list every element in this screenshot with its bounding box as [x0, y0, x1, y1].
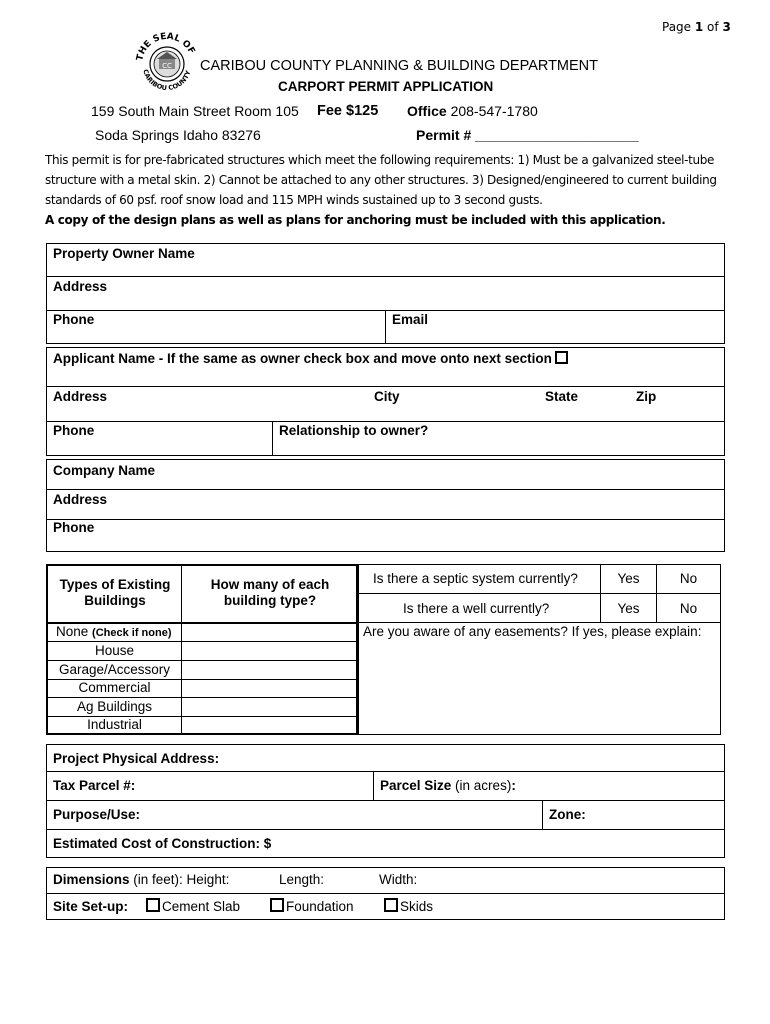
dimensions-label: Dimensions	[53, 872, 130, 887]
office-address-line1: 159 South Main Street Room 105	[91, 103, 299, 119]
building-type-label: None	[56, 624, 89, 639]
divider	[46, 276, 725, 277]
count-cell-garage[interactable]	[182, 661, 357, 679]
owner-phone-field[interactable]: Phone	[53, 312, 95, 327]
well-yes-option[interactable]: Yes	[617, 601, 640, 616]
cement-slab-checkbox[interactable]	[146, 898, 160, 912]
divider	[358, 622, 721, 623]
septic-question: Is there a septic system currently?	[373, 571, 578, 586]
building-row-commercial: Commercial	[78, 680, 151, 695]
divider	[385, 310, 386, 344]
divider	[358, 593, 721, 594]
skids-label: Skids	[400, 899, 434, 914]
cement-slab-label: Cement Slab	[162, 899, 241, 914]
divider	[542, 800, 543, 829]
office-address-line2: Soda Springs Idaho 83276	[95, 127, 261, 143]
divider	[46, 386, 725, 387]
dimensions-length-field[interactable]: Length:	[279, 872, 325, 887]
company-phone-field[interactable]: Phone	[53, 520, 95, 535]
company-address-field[interactable]: Address	[53, 492, 108, 507]
parcel-size-colon: :	[511, 778, 516, 793]
foundation-checkbox[interactable]	[270, 898, 284, 912]
divider	[46, 421, 725, 422]
well-no-option[interactable]: No	[679, 601, 698, 616]
page-indicator	[662, 20, 731, 34]
seal-bottom-text: CARIBOU COUNTY	[141, 68, 193, 93]
seal-top-text: THE SEAL OF	[135, 31, 197, 62]
same-as-owner-checkbox[interactable]	[555, 351, 568, 364]
office-phone-number: 208-547-1780	[446, 103, 538, 119]
count-cell-none[interactable]	[182, 623, 357, 641]
county-seal-icon	[133, 28, 201, 94]
intro-line-2: structure with a metal skin. 2) Cannot be attached to any other structures. 3) Designed/engineered to current building	[45, 173, 717, 187]
divider	[373, 771, 374, 800]
department-name: CARIBOU COUNTY PLANNING & BUILDING DEPARTMENT	[200, 58, 599, 74]
applicant-city-field[interactable]: City	[374, 389, 400, 404]
divider	[46, 771, 725, 772]
relationship-field[interactable]: Relationship to owner?	[279, 423, 429, 438]
building-row-ag: Ag Buildings	[76, 699, 153, 714]
well-question: Is there a well currently?	[403, 601, 550, 616]
applicant-zip-field[interactable]: Zip	[636, 389, 657, 404]
purpose-use-field[interactable]: Purpose/Use:	[53, 807, 141, 822]
building-row-garage: Garage/Accessory	[58, 662, 171, 677]
applicant-name-label: Applicant Name - If the same as owner check box and move onto next section	[53, 351, 552, 366]
count-cell-industrial[interactable]	[182, 717, 357, 734]
dimensions-width-field[interactable]: Width:	[379, 872, 418, 887]
company-name-field[interactable]: Company Name	[53, 463, 156, 478]
none-note: (Check if none)	[92, 627, 172, 639]
divider	[272, 421, 273, 456]
owner-email-field[interactable]: Email	[392, 312, 429, 327]
parcel-size-label: Parcel Size	[380, 778, 452, 793]
count-cell-ag[interactable]	[182, 698, 357, 716]
owner-address-field[interactable]: Address	[53, 279, 108, 294]
tax-parcel-field[interactable]: Tax Parcel #:	[53, 778, 136, 793]
count-header: How many of each building type?	[210, 577, 330, 608]
parcel-size-field[interactable]	[380, 778, 516, 793]
dimensions-unit: (in feet): Height:	[129, 872, 230, 887]
divider	[46, 489, 725, 490]
foundation-label: Foundation	[286, 899, 354, 914]
types-header: Types of Existing Buildings	[59, 577, 171, 608]
zone-field[interactable]: Zone:	[549, 807, 586, 822]
septic-no-option[interactable]: No	[679, 571, 698, 586]
site-option-cement-slab[interactable]	[146, 898, 240, 914]
applicant-phone-field[interactable]: Phone	[53, 423, 95, 438]
septic-yes-option[interactable]: Yes	[617, 571, 640, 586]
page-of: of	[703, 20, 723, 34]
building-row-none[interactable]	[56, 624, 172, 639]
office-label: Office	[407, 103, 447, 119]
easements-question: Are you aware of any easements? If yes, please explain:	[363, 624, 702, 639]
intro-line-4: A copy of the design plans as well as plans for anchoring must be included with this application.	[45, 213, 666, 227]
page-current: 1	[694, 20, 704, 34]
page-prefix: Page	[662, 20, 695, 34]
divider	[46, 800, 725, 801]
count-cell-house[interactable]	[182, 642, 357, 660]
owner-name-field[interactable]: Property Owner Name	[53, 246, 195, 261]
project-address-field[interactable]: Project Physical Address:	[53, 751, 220, 766]
divider	[46, 829, 725, 830]
page-total: 3	[722, 20, 731, 34]
office-phone	[407, 103, 538, 119]
seal-center-text: CC	[162, 62, 172, 70]
easements-explanation-field[interactable]	[359, 642, 720, 734]
site-setup-label: Site Set-up:	[53, 899, 129, 914]
site-option-skids[interactable]	[384, 898, 433, 914]
form-title: CARPORT PERMIT APPLICATION	[278, 79, 494, 94]
estimated-cost-field[interactable]: Estimated Cost of Construction: $	[53, 836, 272, 851]
intro-line-1: This permit is for pre-fabricated structures which meet the following requirements: 1) Must be a galvanized steel-tube	[45, 153, 714, 167]
applicant-state-field[interactable]: State	[545, 389, 579, 404]
permit-number-field[interactable]: Permit # _____________________	[416, 127, 639, 143]
building-row-house: House	[94, 643, 135, 658]
parcel-size-unit: (in acres)	[451, 778, 512, 793]
divider	[46, 893, 725, 894]
site-option-foundation[interactable]	[270, 898, 354, 914]
building-row-industrial: Industrial	[87, 717, 142, 732]
divider	[46, 519, 725, 520]
permit-fee: Fee $125	[317, 103, 379, 119]
skids-checkbox[interactable]	[384, 898, 398, 912]
dimensions-height-field[interactable]	[53, 872, 229, 887]
applicant-name-field[interactable]	[53, 351, 570, 366]
count-cell-commercial[interactable]	[182, 680, 357, 697]
applicant-address-field[interactable]: Address	[53, 389, 108, 404]
intro-line-3: standards of 60 psf. roof snow load and 115 MPH winds sustained up to 3 second gusts.	[45, 193, 543, 207]
